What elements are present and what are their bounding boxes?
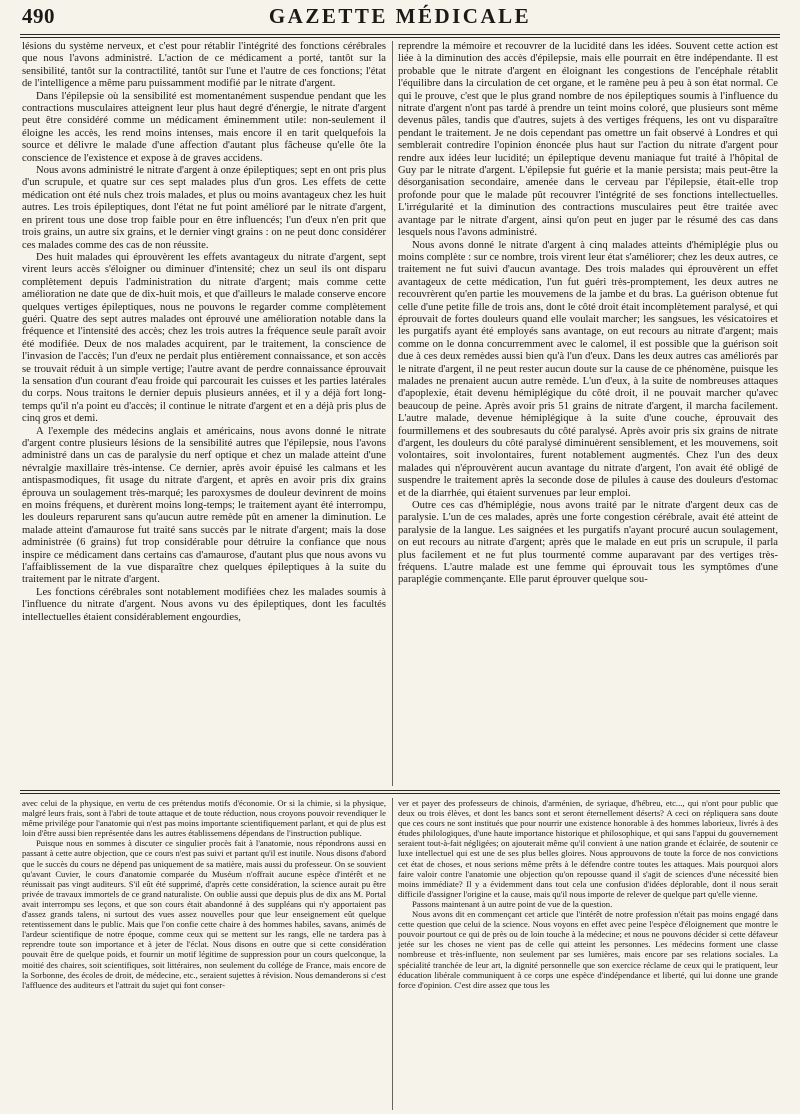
journal-title: GAZETTE MÉDICALE bbox=[268, 4, 532, 28]
paragraph: Dans l'épilepsie où la sensibilité est momentanément suspendue pendant que les contractions musculaires atteignent leur plus haut degré d'énergie, le nitrate d'argent peut être considéré comme un médicament éminemment utile: non-seulement il éloigne les accès, les rend moins intenses, mais encore il en tarit quelquefois la source et délivre le malade d'une affection d'autant plus fâcheuse qu'elle ôte la conscience de l'existence et expose à de graves accidens. bbox=[22, 90, 386, 164]
article-column-left bbox=[22, 41, 386, 786]
paragraph: Les fonctions cérébrales sont notablement modifiées chez les malades soumis à l'influence du nitrate d'argent. Nous avons vu des épileptiques, dont les facultés intellectuelles étaient considérablement engourdies, bbox=[22, 586, 386, 623]
page-header bbox=[22, 4, 778, 32]
paragraph: Puisque nous en sommes à discuter ce singulier procès fait à l'anatomie, nous répondrons aussi en passant à cette autre objection, que ce cours n'est pas suivi et partant qu'il est inutile. Nous disons d'abord que le succès du cours ne dépend pas uniquement de sa matière, mais aussi du professeur. On se souvient qu'avant Cuvier, le cours d'anatomie comparée du Muséum n'offrait aucune espèce d'intérêt et ne réunissait pas vingt auditeurs. S'il eût été supprimé, d'après cette considération, la science aurait pu être privée de travaux immortels de ce grand naturaliste. On oublie aussi que depuis plus de dix ans M. Portal avait interrompu ses leçons, et que son cours était abandonné à des suppléans qui n'y apportaient pas d'assez grands talens, ni surtout des vues assez nouvelles pour que leur enseignement eût quelque retentissement dans le public. Mais que l'on confie cette chaire à des hommes habiles, savans, animés de l'ardeur scientifique de notre époque, comme ceux qui se mettent sur les rangs, elle ne tardera pas à reprendre toute son importance et à jeter de l'éclat. Nous disons en outre que si cette considération pouvait être de quelque poids, et fournir un motif légitime de suppression pour un cours quelconque, la moitié des chaires, soit scientifiques, soit littéraires, non seulement du collége de France, mais encore de la Sorbonne, des écoles de droit, de médecine, etc., seraient sujettes à révision. Nous demanderons si c'est l'affluence des auditeurs et l'attrait du sujet qui font conser- bbox=[22, 838, 386, 990]
column-divider bbox=[392, 798, 393, 1110]
paragraph: A l'exemple des médecins anglais et américains, nous avons donné le nitrate d'argent contre plusieurs lésions de la sensibilité autres que l'épilepsie, nous l'avons administré dans un cas de paralysie du nerf optique et chez un malade atteint d'une névralgie maxillaire très-intense. Ce dernier, après avoir épuisé les calmans et les antispasmodiques, fit usage du nitrate d'argent, et après en avoir pris dix grains éprouva un soulagement très-marqué; les paroxysmes de douleur devinrent de moins en moins fréquens, et durèrent moins long-temps; le traitement ayant été interrompu, les douleurs reparurent sans qu'aucun autre remède pût en amener la diminution. Le malade atteint d'amaurose fut traité sans succès par le nitrate d'argent; mais la dose administrée (6 grains) fut trop considérable pour détruire la confiance que nous inspire ce médicament dans certains cas d'amaurose, d'autant plus que nous avons vu l'affaiblissement de la vue disparaître chez quelques épileptiques à la suite du traitement par le nitrate d'argent. bbox=[22, 425, 386, 586]
article-column-right bbox=[398, 41, 778, 786]
paragraph: Nous avons administré le nitrate d'argent à onze épileptiques; sept en ont pris plus d'un scrupule, et quatre sur ces sept malades plus d'un gros. Les effets de cette médication ont été nuls chez trois malades, et plus ou moins avantageux chez les huit autres. Les trois épileptiques, dont l'état ne fut point amélioré par le nitrate d'argent, en prirent tous une dose trop faible pour en être influencés; l'un d'eux n'en prit que trois grains, un autre six grains, et le dernier vingt grains : on ne peut donc considérer ces malades comme des cas de non réussite. bbox=[22, 165, 386, 251]
section-rule bbox=[20, 790, 780, 791]
paragraph: Outre ces cas d'hémiplégie, nous avons traité par le nitrate d'argent deux cas de paralysie. L'un de ces malades, après une forte congestion cérébrale, avait été atteint de paralysie de la langue. Les saignées et les purgatifs n'ayant procuré aucun soulagement, on eut recours au nitrate d'argent; après que le malade en eut pris un scrupule, il parla plus facilement et ne fut plus tourmenté comme auparavant par des vertiges très-fréquens. L'autre malade est une femme qui éprouvait tous les symptômes d'une paraplégie commençante. Elle parut éprouver quelque sou- bbox=[398, 500, 778, 586]
paragraph: Nous avons donné le nitrate d'argent à cinq malades atteints d'hémiplégie plus ou moins complète : sur ce nombre, trois virent leur état s'améliorer; chez les deux autres, ce traitement ne fut suivi d'aucun avantage. Des trois malades qui éprouvèrent un effet avantageux de cette médication, l'un fut guéri très-promptement, les deux autres ne recouvrèrent qu'en partie les mouvemens de la jambe et du bras. La guérison obtenue fut celle d'une petite fille de trois ans, dont le côté droit était incomplètement paralysé, et qui éprouvait de fortes douleurs quand elle voulait marcher; les sangsues, les vésicatoires et les purgatifs ayant été employés sans avantage, on eut recours au nitrate d'argent; mais comme on le donna concurremment avec le calomel, il est possible que la guérison soit due à ces deux remèdes aussi bien qu'à l'un d'eux. Dans les deux autres cas améliorés par le nitrate d'argent, il ne peut rester aucun doute sur la cause de ce phénomène, puisque les malades ne prenaient aucun autre remède. L'un d'eux, à la suite de nombreuses attaques d'apoplexie, était devenu hémiplégique du côté droit, il ne pouvait marcher qu'avec beaucoup de peine. Après avoir pris 51 grains de nitrate d'argent, il marcha facilement. L'autre malade, devenue hémiplégique à la suite d'une couche, éprouvait des fourmillemens et des soubresauts du côté paralysé. Après avoir pris six grains de nitrate d'argent, les douleurs du côté paralysé diminuèrent sensiblement, et les mouvemens, soit volontaires, soit involontaires, furent notablement augmentés. Chez l'un des deux malades qui n'éprouvèrent aucun avantage du nitrate d'argent, l'on avait été obligé de suspendre le traitement après la seconde dose de pilules à cause des douleurs d'estomac et de la diarrhée, qui étaient survenues par leur emploi. bbox=[398, 239, 778, 499]
paragraph: reprendre la mémoire et recouvrer de la lucidité dans les idées. Souvent cette action est liée à la diminution des accès d'épilepsie, mais elle pourrait en être indépendante. Il est probable que le nitrate d'argent en éloignant les congestions de l'encéphale rétablit l'équilibre dans la circulation de cet organe, et le ramène peu à peu à son état normal. Ce qui le prouve, c'est que le plus grand nombre de nos épileptiques soumis à l'influence du nitrate d'argent n'ont pas tardé à prendre un teint moins coloré, que plusieurs sont même devenus pâles, tandis que d'autres, sujets à des vertiges fréquens, les ont vu disparaître pendant le traitement. Je ne dois cependant pas omettre un fait observé à Londres et qui semblerait contredire l'opinion énoncée plus haut sur l'action du nitrate d'argent pour rendre aux idées leur lucidité; un épileptique devenu maniaque fut traité à l'hôpital de Guy par le nitrate d'argent. L'épilepsie fut guérie et la manie persista; mais peut-être la désorganisation secondaire, amenée dans le cerveau par l'épilepsie, était-elle trop profonde pour que le malade pût recouvrer l'intégrité de ses fonctions intellectuelles. L'irrégularité et la diminution des contractions musculaires peut être traitée avec avantage par le nitrate d'argent, ainsi qu'on peut en juger par le résumé des cas dans lesquels nous l'avons administré. bbox=[398, 41, 778, 239]
feuilleton-column-right bbox=[398, 798, 778, 1110]
feuilleton-column-left bbox=[22, 798, 386, 1110]
paragraph: avec celui de la physique, en vertu de ces prétendus motifs d'économie. Or si la chimie, si la physique, malgré leurs frais, sont à l'abri de toute attaque et de toute réduction, nous croyons pouvoir revendiquer le même privilége pour l'anatomie qui n'est pas moins importante scientifiquement parlant, et qui de plus est loin d'être aussi bien représentée dans les autres établissemens dépendans de l'instruction publique. bbox=[22, 798, 386, 839]
header-rule bbox=[20, 34, 780, 35]
column-divider bbox=[392, 41, 393, 786]
page-number: 490 bbox=[22, 4, 55, 28]
paragraph: ver et payer des professeurs de chinois, d'arménien, de syriaque, d'hébreu, etc..., qui n'ont pour public que deux ou trois élèves, et dont les bancs sont et seront éternellement déserts? A ceci on répliquera sans doute que ces cours ne sont institués que pour nourrir une existence honorable à des hommes laborieux, livrés à des études philologiques, d'une haute importance historique et philosophique, et qui sans l'appui du gouvernement seraient tout-à-fait négligées; on ajouterait même qu'il convient à une nation grande et éclairée, de soutenir ce luxe intellectuel qui est une de ses plus belles gloires. Nous approuvons de toute la force de nos convictions cet état de choses, et nous serions même prêts à le défendre contre toutes les attaques. Mais pourquoi alors faire valoir contre l'anatomie une objection qu'on repousse quand il s'agit de sciences d'une nécessité bien moins immédiate? Il y a évidemment dans tout cela une confusion d'idées déplorable, dont il nous serait difficile d'assigner l'origine et la cause, mais qu'il nous importe de relever de quelque part qu'elle vienne. bbox=[398, 798, 778, 899]
paragraph: Des huit malades qui éprouvèrent les effets avantageux du nitrate d'argent, sept virent leurs accès s'éloigner ou diminuer d'intensité; chez un seul ils ont disparu complètement depuis l'administration du nitrate d'argent; mais comme cette amélioration ne date que de dix-huit mois, et que d'ailleurs le malade conserve encore quelques vertiges épileptiques, nous ne pouvons le regarder comme complètement guéri. Quatre des sept autres malades ont éprouvé une amélioration notable dans la fréquence et l'intensité des accès; chez les trois autres la fréquence seule paraît avoir été modifiée. Deux de nos malades acquirent, par le traitement, la conscience de l'invasion de l'accès; l'un d'eux ne perdait plus entièrement connaissance, et son accès se trouvait réduit à un simple vertige; l'autre avant de perdre connaissance éprouvait la sensation d'un courant d'eau froide qui parcourait les cuisses et les parties latérales du corps. Nous traitons le dernier depuis plusieurs années, et il y a déjà fort long-temps qu'il n'a point eu d'accès; il continue le nitrate d'argent et en a déjà pris plus de cinq gros et demi. bbox=[22, 251, 386, 425]
section-rule-thin bbox=[20, 793, 780, 794]
paragraph: Nous avons dit en commençant cet article que l'intérêt de notre profession n'était pas moins engagé dans cette question que celui de la science. Nous voyons en effet avec peine l'espèce d'éloignement que montre le pouvoir pourtout ce qui de près ou de loin touche à la médecine; et nous ne pouvons décider si cette défaveur jetée sur les choses ne vient pas de celle qui atteint les personnes. Les médecins forment une classe nombreuse et très-influente, non seulement par ses lumières, mais encore par ses relations sociales. La spécialité tranchée de leur art, la dignité personnelle que son exercice réclame de ceux qui le pratiquent, leur éducation libérale communiquent à ce corps une espèce d'indépendance et liberté, qui lui donne une grande force d'opinion. C'est dire assez que tous les bbox=[398, 909, 778, 990]
header-rule-thin bbox=[20, 37, 780, 38]
paragraph: lésions du système nerveux, et c'est pour rétablir l'intégrité des fonctions cérébrales que nous l'avons administré. L'action de ce médicament a porté, tantôt sur la sensibilité, tantôt sur la contractilité, tantôt sur l'une et l'autre de ces fonctions; l'état de l'intelligence a même paru puissamment modifié par le nitrate d'argent. bbox=[22, 41, 386, 90]
paragraph: Passons maintenant à un autre point de vue de la question. bbox=[412, 898, 613, 909]
